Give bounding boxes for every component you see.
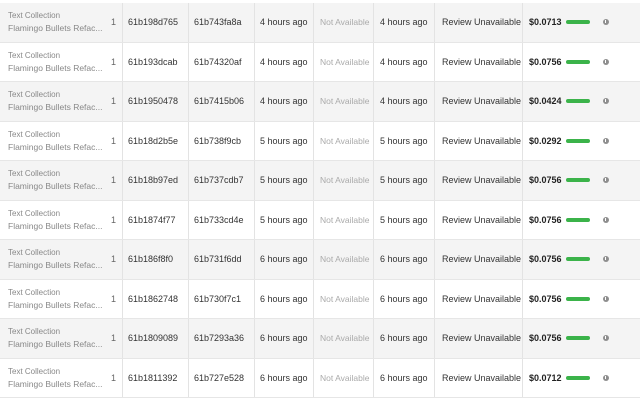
project-name[interactable]: Flamingo Bullets Refac... [8,260,103,271]
price-cell [523,3,640,42]
id-secondary[interactable]: 61b738f9cb [194,135,242,146]
created-time: 5 hours ago [260,175,308,186]
collection-name: Text Collection [8,129,61,139]
id-secondary[interactable]: 61b731f6dd [194,254,242,265]
id-cell-primary [123,319,189,358]
review-status: Review Unavailable [442,293,522,304]
status-text: Not Available [320,372,370,383]
table-row[interactable] [0,240,640,280]
price-cell [523,161,640,200]
collection-cell [0,82,123,121]
table-row[interactable] [0,82,640,122]
table-row[interactable] [0,43,640,83]
review-cell [435,43,523,82]
id-primary[interactable]: 61b1811392 [128,372,178,383]
created-time: 6 hours ago [260,372,308,383]
id-cell-primary [123,161,189,200]
created-time: 4 hours ago [260,96,308,107]
review-status: Review Unavailable [442,175,522,186]
status-text: Not Available [320,293,370,304]
review-cell [435,201,523,240]
id-cell-primary [123,3,189,42]
table-row[interactable] [0,359,640,399]
collection-cell [0,280,123,319]
status-text: Not Available [320,333,370,344]
collection-cell [0,319,123,358]
id-cell-primary [123,201,189,240]
info-icon[interactable] [603,177,609,183]
id-cell-primary [123,280,189,319]
review-status: Review Unavailable [442,214,522,225]
updated-time: 4 hours ago [380,17,428,28]
status-text: Not Available [320,254,370,265]
collection-cell [0,161,123,200]
status-cell [314,82,374,121]
info-icon[interactable] [603,59,609,65]
progress-bar [566,336,590,340]
collection-name: Text Collection [8,169,61,179]
status-cell [314,122,374,161]
id-cell-secondary [189,3,255,42]
created-time: 5 hours ago [260,135,308,146]
review-status: Review Unavailable [442,254,522,265]
id-primary[interactable]: 61b18d2b5e [128,135,179,146]
updated-cell [374,240,435,279]
updated-cell [374,43,435,82]
id-cell-secondary [189,240,255,279]
id-primary[interactable]: 61b1950478 [128,96,179,107]
created-time: 6 hours ago [260,333,308,344]
id-secondary[interactable]: 61b727e528 [194,372,245,383]
id-cell-primary [123,122,189,161]
created-time: 6 hours ago [260,254,308,265]
updated-time: 6 hours ago [380,293,428,304]
price-cell [523,280,640,319]
created-cell [255,240,314,279]
price-value: $0.0756 [529,175,562,186]
status-cell [314,161,374,200]
price-value: $0.0756 [529,254,562,265]
collection-cell [0,3,123,42]
project-name[interactable]: Flamingo Bullets Refac... [8,141,103,152]
id-cell-secondary [189,122,255,161]
collection-cell [0,43,123,82]
info-icon[interactable] [603,217,609,223]
project-name[interactable]: Flamingo Bullets Refac... [8,339,103,350]
price-value: $0.0756 [529,56,562,67]
progress-bar [566,60,590,64]
info-icon[interactable] [603,98,609,104]
id-primary[interactable]: 61b198d765 [128,17,179,28]
status-text: Not Available [320,56,370,67]
id-primary[interactable]: 61b186f8f0 [128,254,174,265]
review-cell [435,161,523,200]
updated-time: 6 hours ago [380,254,428,265]
price-value: $0.0292 [529,135,562,146]
created-time: 6 hours ago [260,293,308,304]
status-cell [314,319,374,358]
created-cell [255,82,314,121]
project-name[interactable]: Flamingo Bullets Refac... [8,299,103,310]
progress-bar [566,178,590,182]
id-secondary[interactable]: 61b7293a36 [194,333,245,344]
collection-cell [0,240,123,279]
collection-name: Text Collection [8,11,61,21]
id-primary[interactable]: 61b1862748 [128,293,179,304]
price-cell [523,43,640,82]
updated-time: 4 hours ago [380,96,428,107]
status-cell [314,280,374,319]
quantity: 1 [111,214,117,225]
updated-cell [374,3,435,42]
info-icon[interactable] [603,296,609,302]
created-cell [255,43,314,82]
id-cell-secondary [189,82,255,121]
created-cell [255,280,314,319]
info-icon[interactable] [603,138,609,144]
id-cell-secondary [189,201,255,240]
progress-bar [566,376,590,380]
review-status: Review Unavailable [442,135,522,146]
table-row[interactable] [0,161,640,201]
updated-time: 5 hours ago [380,135,428,146]
progress-bar [566,20,590,24]
price-cell [523,240,640,279]
price-cell [523,319,640,358]
updated-cell [374,319,435,358]
id-primary[interactable]: 61b18b97ed [128,175,179,186]
updated-cell [374,201,435,240]
price-value: $0.0424 [529,96,562,107]
status-cell [314,240,374,279]
status-text: Not Available [320,175,370,186]
progress-bar [566,99,590,103]
id-cell-primary [123,359,189,398]
review-status: Review Unavailable [442,96,522,107]
review-status: Review Unavailable [442,56,522,67]
quantity: 1 [111,254,117,265]
id-cell-secondary [189,319,255,358]
status-cell [314,359,374,398]
status-text: Not Available [320,135,370,146]
project-name[interactable]: Flamingo Bullets Refac... [8,378,103,389]
created-cell [255,201,314,240]
updated-cell [374,359,435,398]
collection-cell [0,359,123,398]
price-value: $0.0713 [529,17,562,28]
info-icon[interactable] [603,375,609,381]
created-cell [255,161,314,200]
table-row[interactable] [0,280,640,320]
progress-bar [566,297,590,301]
price-cell [523,122,640,161]
collection-name: Text Collection [8,50,61,60]
info-icon[interactable] [603,256,609,262]
review-cell [435,359,523,398]
collection-name: Text Collection [8,327,61,337]
price-cell [523,359,640,398]
created-time: 5 hours ago [260,214,308,225]
status-text: Not Available [320,214,370,225]
info-icon[interactable] [603,335,609,341]
quantity: 1 [111,175,117,186]
updated-time: 4 hours ago [380,56,428,67]
id-cell-primary [123,240,189,279]
status-cell [314,43,374,82]
created-cell [255,122,314,161]
created-time: 4 hours ago [260,56,308,67]
table-row[interactable] [0,201,640,241]
updated-cell [374,122,435,161]
collection-name: Text Collection [8,287,61,297]
collection-name: Text Collection [8,208,61,218]
status-text: Not Available [320,17,370,28]
id-cell-secondary [189,359,255,398]
quantity: 1 [111,56,117,67]
status-text: Not Available [320,96,370,107]
id-secondary[interactable]: 61b743fa8a [194,17,242,28]
review-cell [435,3,523,42]
status-cell [314,201,374,240]
updated-time: 5 hours ago [380,214,428,225]
quantity: 1 [111,293,117,304]
id-secondary[interactable]: 61b7415b06 [194,96,245,107]
created-cell [255,3,314,42]
updated-time: 6 hours ago [380,333,428,344]
review-cell [435,319,523,358]
progress-bar [566,257,590,261]
price-value: $0.0756 [529,333,562,344]
progress-bar [566,139,590,143]
created-time: 4 hours ago [260,17,308,28]
project-name[interactable]: Flamingo Bullets Refac... [8,181,103,192]
review-status: Review Unavailable [442,333,522,344]
price-value: $0.0712 [529,372,562,383]
created-cell [255,319,314,358]
collection-name: Text Collection [8,90,61,100]
id-cell-primary [123,82,189,121]
review-status: Review Unavailable [442,17,522,28]
status-cell [314,3,374,42]
price-value: $0.0756 [529,214,562,225]
id-primary[interactable]: 61b1874f77 [128,214,176,225]
id-secondary[interactable]: 61b733cd4e [194,214,244,225]
id-primary[interactable]: 61b1809089 [128,333,179,344]
table-row[interactable] [0,319,640,359]
quantity: 1 [111,17,117,28]
review-cell [435,240,523,279]
info-icon[interactable] [603,19,609,25]
review-cell [435,280,523,319]
updated-time: 6 hours ago [380,372,428,383]
id-primary[interactable]: 61b193dcab [128,56,178,67]
updated-cell [374,82,435,121]
quantity: 1 [111,96,117,107]
project-name[interactable]: Flamingo Bullets Refac... [8,102,103,113]
collection-name: Text Collection [8,248,61,258]
id-secondary[interactable]: 61b74320af [194,56,242,67]
price-cell [523,82,640,121]
quantity: 1 [111,333,117,344]
quantity: 1 [111,372,117,383]
collection-name: Text Collection [8,366,61,376]
id-secondary[interactable]: 61b730f7c1 [194,293,242,304]
id-cell-primary [123,43,189,82]
review-cell [435,82,523,121]
project-name[interactable]: Flamingo Bullets Refac... [8,23,103,34]
updated-time: 5 hours ago [380,175,428,186]
progress-bar [566,218,590,222]
updated-cell [374,161,435,200]
collection-cell [0,122,123,161]
project-name[interactable]: Flamingo Bullets Refac... [8,220,103,231]
table-row[interactable] [0,122,640,162]
id-cell-secondary [189,161,255,200]
review-cell [435,122,523,161]
id-cell-secondary [189,43,255,82]
created-cell [255,359,314,398]
project-name[interactable]: Flamingo Bullets Refac... [8,62,103,73]
quantity: 1 [111,135,117,146]
updated-cell [374,280,435,319]
collection-cell [0,201,123,240]
id-cell-secondary [189,280,255,319]
price-cell [523,201,640,240]
table-row[interactable] [0,3,640,43]
price-value: $0.0756 [529,293,562,304]
id-secondary[interactable]: 61b737cdb7 [194,175,244,186]
review-status: Review Unavailable [442,372,522,383]
